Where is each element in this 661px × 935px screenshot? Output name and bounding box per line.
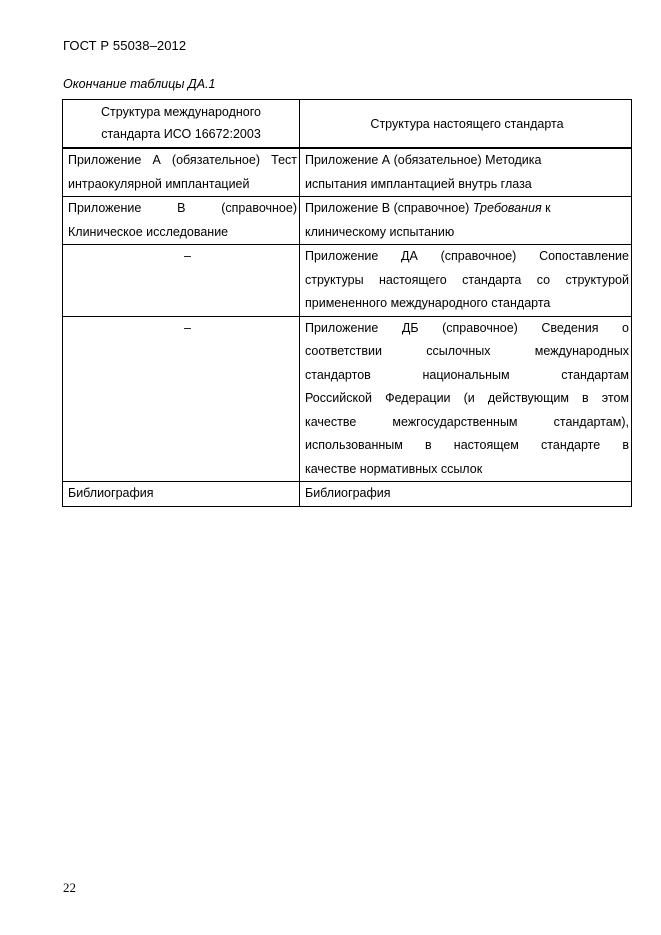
row4-right-line6: использованным в настоящем стандарте в (305, 438, 629, 452)
structure-comparison-table (62, 99, 632, 507)
row1-left-line2: интраокулярной имплантацией (68, 176, 250, 191)
row2-right-line1 (305, 197, 629, 221)
table-row (63, 316, 632, 482)
table-row (63, 245, 632, 317)
row3-left-dash: – (184, 249, 191, 263)
row2-right-line1-italic: Требования (472, 201, 542, 215)
row3-right-line1: Приложение ДА (справочное) Сопоставление (305, 249, 629, 263)
row5-right-cell: Библиография (300, 482, 632, 507)
header-col1-line2: стандарта ИСО 16672:2003 (101, 127, 261, 141)
header-national-structure: Структура настоящего стандарта (300, 100, 632, 149)
row2-left-line1: Приложение В (справочное) (68, 201, 297, 215)
row2-right-cell (300, 197, 632, 245)
table-caption: Окончание таблицы ДА.1 (63, 77, 216, 91)
row4-right-line7: качестве нормативных ссылок (305, 461, 483, 476)
page-number: 22 (63, 880, 76, 895)
row1-left-cell (63, 148, 300, 197)
row2-right-line1-a: Приложение В (справочное) (305, 201, 473, 215)
table-header-row (63, 100, 632, 149)
row4-right-line5: качестве межгосударственным стандартам), (305, 414, 629, 429)
row4-right-line3: стандартов национальным стандартам (305, 367, 629, 382)
row4-right-cell (300, 316, 632, 482)
row2-right-line2: клиническому испытанию (305, 224, 455, 239)
table-row (63, 148, 632, 197)
row4-right-line2: соответствии ссылочных международных (305, 344, 629, 358)
row5-left-cell: Библиография (63, 482, 300, 507)
row2-right-line1-c: к (541, 201, 551, 215)
document-standard-code: ГОСТ Р 55038–2012 (63, 38, 187, 53)
row1-right-line1: Приложение А (обязательное) Методика (305, 153, 542, 167)
row4-left-cell (63, 316, 300, 482)
row4-left-dash: – (184, 320, 191, 335)
table-row (63, 482, 632, 507)
row1-right-cell (300, 148, 632, 197)
row3-right-cell (300, 245, 632, 317)
row4-right-line1: Приложение ДБ (справочное) Сведения о (305, 320, 629, 335)
row1-right-line2: испытания имплантацией внутрь глаза (305, 176, 532, 191)
header-col1-line1: Структура международного (101, 105, 261, 119)
row4-right-line4: Российской Федерации (и действующим в этом (305, 391, 629, 405)
row3-right-line2: структуры настоящего стандарта со структурой (305, 272, 629, 287)
row3-right-line3: примененного международного стандарта (305, 296, 551, 310)
header-international-structure (63, 100, 300, 149)
row1-left-line1: Приложение А (обязательное) Тест (68, 153, 297, 167)
table-row (63, 197, 632, 245)
row3-left-cell (63, 245, 300, 317)
row2-left-cell (63, 197, 300, 245)
row2-left-line2: Клиническое исследование (68, 224, 229, 239)
